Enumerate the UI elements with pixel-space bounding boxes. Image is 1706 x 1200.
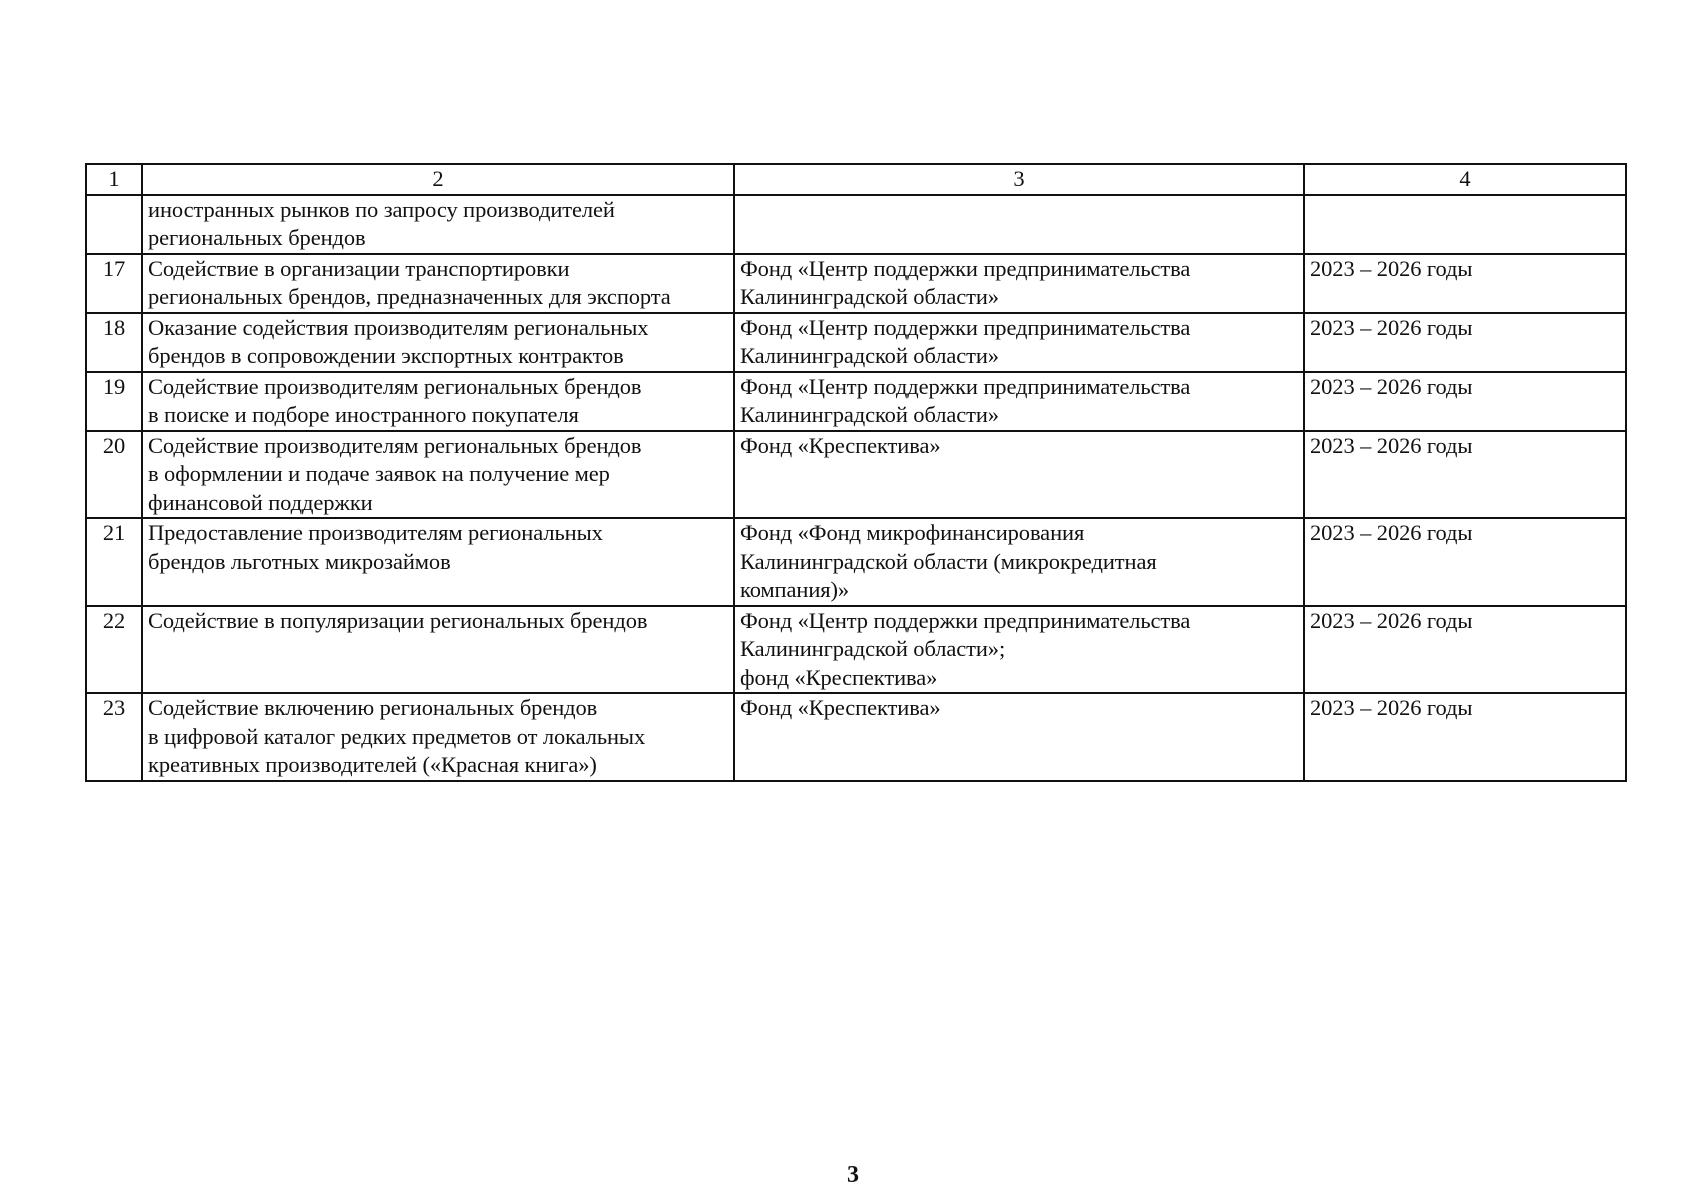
- measure-description: [142, 195, 734, 254]
- measure-executor-text: Фонд «Центр поддержки предпринимательства Калининградской области»: [740, 373, 1191, 427]
- measure-description-text: Содействие включению региональных брендов в цифровой каталог редких предметов от локальных креативных производителей («Красная книга»): [148, 695, 646, 777]
- measure-executor-text: Фонд «Креспектива»: [740, 432, 941, 458]
- table-row: [86, 518, 1626, 606]
- measure-description-text: Содействие производителям региональных брендов в поиске и подборе иностранного покупателя: [148, 373, 642, 427]
- row-number: 23: [86, 693, 142, 781]
- measure-term-text: 2023 – 2026 годы: [1310, 695, 1473, 720]
- measure-executor: [734, 431, 1304, 519]
- measure-term-text: 2023 – 2026 годы: [1310, 373, 1473, 399]
- measure-term-text: 2023 – 2026 годы: [1310, 314, 1473, 340]
- measure-term: [1304, 518, 1626, 606]
- row-number: [86, 195, 142, 254]
- header-col-3: 3: [734, 164, 1304, 195]
- row-number: 19: [86, 372, 142, 431]
- measure-executor-text: Фонд «Фонд микрофинансирования Калининградской области (микрокредитная компания)»: [740, 520, 1157, 602]
- table-row: [86, 195, 1626, 254]
- measures-table: [85, 163, 1627, 782]
- measure-description-text: иностранных рынков по запросу производителей региональных брендов: [148, 196, 615, 250]
- row-number: 22: [86, 606, 142, 694]
- table-header-row: [86, 164, 1626, 195]
- measure-executor: [734, 254, 1304, 313]
- measure-description: [142, 313, 734, 372]
- header-col-1: 1: [86, 164, 142, 195]
- measure-executor: [734, 313, 1304, 372]
- measure-executor-text: Фонд «Центр поддержки предпринимательства Калининградской области»: [740, 314, 1191, 368]
- measure-description: [142, 518, 734, 606]
- measure-description: [142, 431, 734, 519]
- row-number: 18: [86, 313, 142, 372]
- measure-term: [1304, 606, 1626, 694]
- measure-description-text: Содействие производителям региональных брендов в оформлении и подаче заявок на получение мер финансовой поддержки: [148, 432, 642, 515]
- measure-executor: [734, 693, 1304, 781]
- row-number: 21: [86, 518, 142, 606]
- measure-term: [1304, 254, 1626, 313]
- measure-term: [1304, 313, 1626, 372]
- measure-executor: [734, 518, 1304, 606]
- measure-executor: [734, 372, 1304, 431]
- row-number: 17: [86, 254, 142, 313]
- measure-term-text: 2023 – 2026 годы: [1310, 432, 1473, 458]
- table-row: [86, 431, 1626, 519]
- measure-description: [142, 372, 734, 431]
- measure-description-text: Оказание содействия производителям региональных брендов в сопровождении экспортных контрактов: [148, 314, 649, 368]
- measure-term-text: 2023 – 2026 годы: [1310, 520, 1473, 545]
- measure-executor: [734, 606, 1304, 694]
- table-row: [86, 372, 1626, 431]
- measure-description-text: Содействие в организации транспортировки региональных брендов, предназначенных для экспорта: [148, 255, 671, 309]
- measure-description-text: Содействие в популяризации региональных брендов: [148, 607, 648, 633]
- measure-term: [1304, 693, 1626, 781]
- measure-executor-text: Фонд «Центр поддержки предпринимательства Калининградской области»: [740, 255, 1191, 309]
- measure-term-text: 2023 – 2026 годы: [1310, 607, 1473, 633]
- measure-executor-text: Фонд «Центр поддержки предпринимательства Калининградской области»; фонд «Креспектива»: [740, 607, 1191, 690]
- row-number: 20: [86, 431, 142, 519]
- measure-executor: [734, 195, 1304, 254]
- table-row: [86, 254, 1626, 313]
- measure-executor-text: Фонд «Креспектива»: [740, 695, 941, 720]
- measure-term: [1304, 431, 1626, 519]
- measure-term: [1304, 372, 1626, 431]
- table-row: [86, 693, 1626, 781]
- measure-description: [142, 606, 734, 694]
- header-col-4: 4: [1304, 164, 1626, 195]
- header-col-2: 2: [142, 164, 734, 195]
- page-number: 3: [847, 1162, 859, 1188]
- measure-description-text: Предоставление производителям региональных брендов льготных микрозаймов: [148, 520, 603, 574]
- measure-description: [142, 693, 734, 781]
- measure-term-text: 2023 – 2026 годы: [1310, 255, 1473, 281]
- table-row: [86, 313, 1626, 372]
- measure-term: [1304, 195, 1626, 254]
- table-row: [86, 606, 1626, 694]
- measure-description: [142, 254, 734, 313]
